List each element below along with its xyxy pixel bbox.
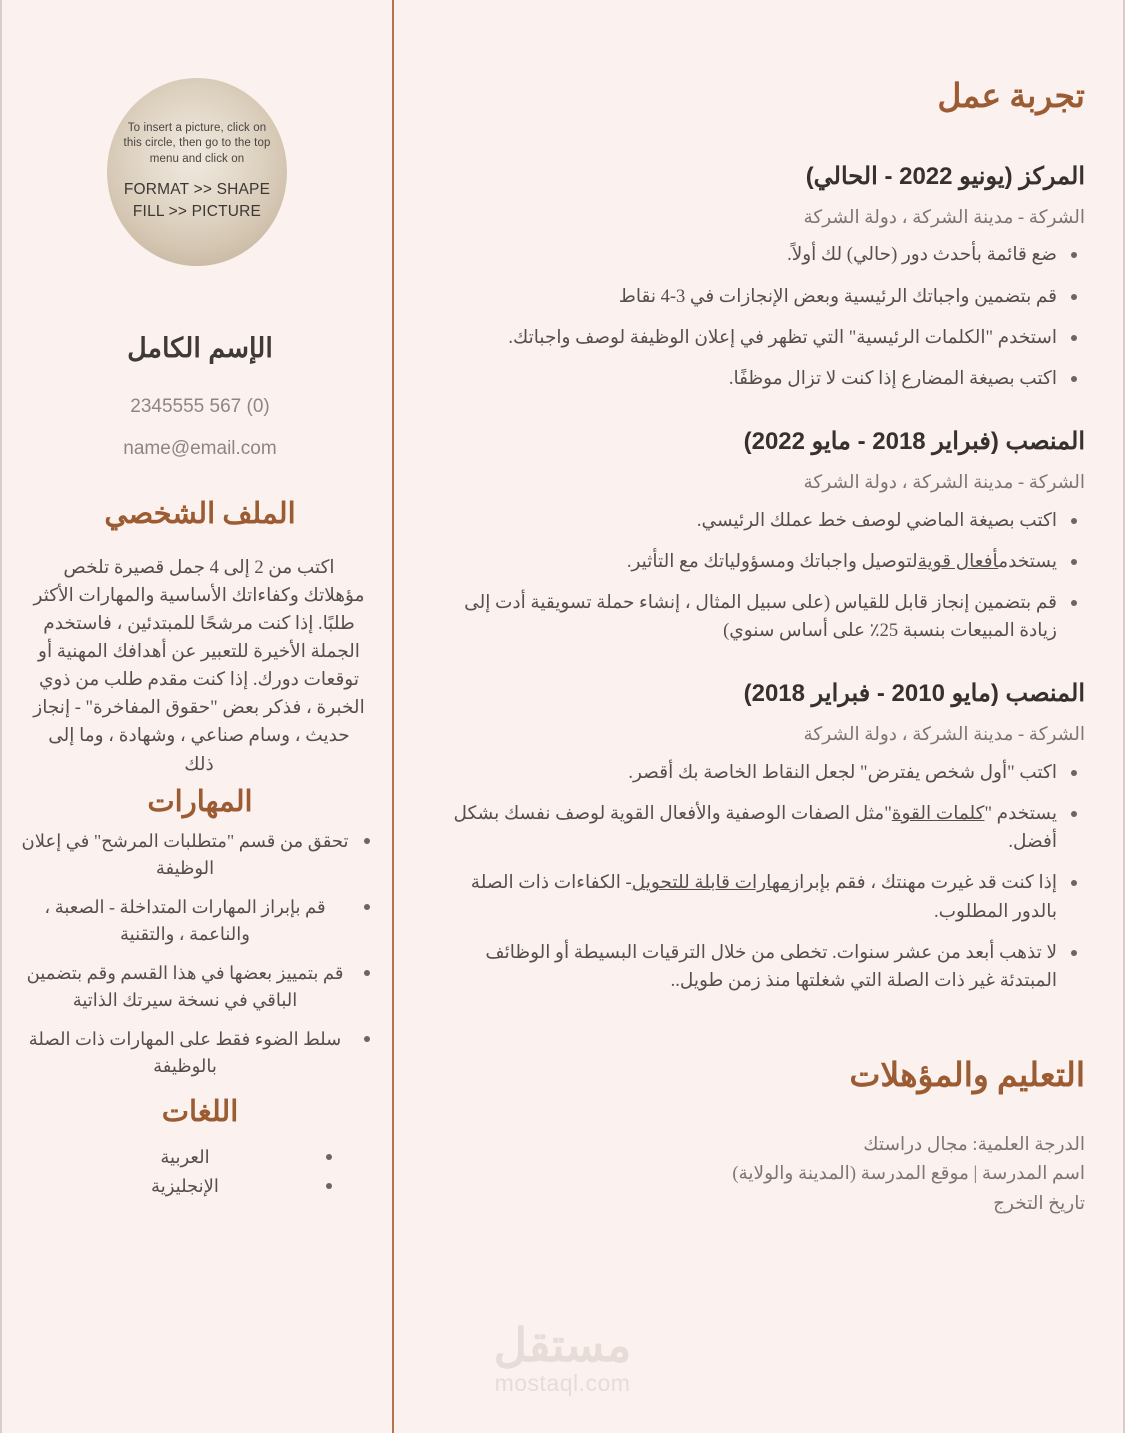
list-item: اكتب بصيغة المضارع إذا كنت لا تزال موظفًا. bbox=[424, 365, 1085, 393]
list-item: قم بإبراز المهارات المتداخلة - الصعبة ، والناعمة ، والتقنية bbox=[20, 894, 376, 948]
list-item: اكتب بصيغة الماضي لوصف خط عملك الرئيسي. bbox=[424, 507, 1085, 535]
list-item: لا تذهب أبعد من عشر سنوات. تخطى من خلال الترقيات البسيطة أو الوظائف المبتدئة غير ذات الصلة التي شغلتها منذ زمن طويل.. bbox=[424, 939, 1085, 995]
job-title: المنصب (فبراير 2018 - مايو 2022) bbox=[743, 427, 1085, 455]
watermark-latin: mostaql.com bbox=[494, 1370, 631, 1396]
education-degree: الدرجة العلمية: مجال دراستك bbox=[863, 1134, 1085, 1155]
list-item: إذا كنت قد غيرت مهنتك ، فقم بإبرازمهارات قابلة للتحويل- الكفاءات ذات الصلة بالدور المطلوب. bbox=[424, 869, 1085, 925]
phone-number: 2345555 567 (0) bbox=[130, 396, 270, 417]
profile-heading: الملف الشخصي bbox=[104, 498, 296, 530]
job-company: الشركة - مدينة الشركة ، دولة الشركة bbox=[803, 207, 1085, 228]
list-item: اكتب "أول شخص يفترض" لجعل النقاط الخاصة بك أقصر. bbox=[424, 759, 1085, 787]
profile-section bbox=[2, 497, 398, 779]
emphasis-underline: أفعال قوية bbox=[917, 551, 999, 572]
education-school: اسم المدرسة | موقع المدرسة (المدينة والولاية) bbox=[732, 1164, 1085, 1185]
list-item: يستخدم "كلمات القوة"مثل الصفات الوصفية والأفعال القوية لوصف نفسك بشكل أفضل. bbox=[424, 800, 1085, 856]
photo-placeholder-hint: To insert a picture, click on this circle, then go to the top menu and click on bbox=[123, 121, 271, 165]
skills-list bbox=[20, 828, 376, 1080]
experience-entry bbox=[424, 679, 1085, 995]
list-item: قم بتضمين إنجاز قابل للقياس (على سبيل المثال ، إنشاء حملة تسويقية أدت إلى زيادة المبيعات بنسبة 25٪ على أساس سنوي) bbox=[424, 589, 1085, 645]
sidebar-column bbox=[2, 0, 398, 1433]
job-title: المركز (يونيو 2022 - الحالي) bbox=[805, 162, 1085, 190]
list-item: العربية bbox=[62, 1144, 338, 1171]
list-item: تحقق من قسم "متطلبات المرشح" في إعلان الوظيفة bbox=[20, 828, 376, 882]
education-graduation-date: تاريخ التخرج bbox=[993, 1193, 1085, 1214]
job-bullet-list bbox=[424, 507, 1085, 645]
languages-list bbox=[62, 1144, 338, 1200]
list-item: استخدم "الكلمات الرئيسية" التي تظهر في إعلان الوظيفة لوصف واجباتك. bbox=[424, 324, 1085, 352]
full-name: الإسم الكامل bbox=[127, 333, 273, 363]
watermark-arabic: مستقل bbox=[493, 1319, 632, 1371]
list-item: قم بتمييز بعضها في هذا القسم وقم بتضمين الباقي في نسخة سيرتك الذاتية bbox=[20, 960, 376, 1014]
main-column bbox=[394, 0, 1123, 1433]
languages-heading: اللغات bbox=[161, 1096, 239, 1128]
experience-entry bbox=[424, 162, 1085, 393]
list-item: سلط الضوء فقط على المهارات ذات الصلة بالوظيفة bbox=[20, 1026, 376, 1080]
list-item: يستخدمأفعال قويةلتوصيل واجباتك ومسؤولياتك مع التأثير. bbox=[424, 548, 1085, 576]
emphasis-underline: كلمات القوة bbox=[891, 804, 985, 825]
photo-placeholder-action: FORMAT >> SHAPE FILL >> PICTURE bbox=[123, 181, 271, 221]
skills-section bbox=[2, 785, 398, 1092]
photo-placeholder-circle[interactable] bbox=[107, 78, 287, 266]
job-company: الشركة - مدينة الشركة ، دولة الشركة bbox=[803, 472, 1085, 493]
experience-entry bbox=[424, 427, 1085, 645]
list-item: ضع قائمة بأحدث دور (حالي) لك أولاً. bbox=[424, 241, 1085, 269]
skills-heading: المهارات bbox=[147, 786, 253, 818]
education-heading: التعليم والمؤهلات bbox=[849, 1057, 1085, 1094]
job-bullet-list bbox=[424, 241, 1085, 392]
languages-section bbox=[2, 1095, 398, 1202]
list-item: قم بتضمين واجباتك الرئيسية وبعض الإنجازات في 3-4 نقاط bbox=[424, 283, 1085, 311]
emphasis-underline: مهارات قابلة للتحويل bbox=[631, 873, 791, 894]
list-item: الإنجليزية bbox=[62, 1173, 338, 1200]
experience-heading: تجربة عمل bbox=[937, 79, 1085, 115]
job-bullet-list bbox=[424, 759, 1085, 995]
job-title: المنصب (مايو 2010 - فبراير 2018) bbox=[743, 680, 1085, 708]
job-company: الشركة - مدينة الشركة ، دولة الشركة bbox=[803, 725, 1085, 746]
profile-text: اكتب من 2 إلى 4 جمل قصيرة تلخص مؤهلاتك وكفاءاتك الأساسية والمهارات الأكثر طلبًا. إذا كنت مرشحًا للمبتدئين ، فاستخدم الجملة الأخيرة للتعبير عن أهدافك المهنية أو توقعات دورك. إذا كنت مقدم طلب من ذوي الخبرة ، فذكر بعض "حقوق المفاخرة" - إنجاز حديث ، وسام صناعي ، وشهادة ، وما إلى ذلك bbox=[33, 557, 365, 775]
email-address: name@email.com bbox=[123, 438, 277, 459]
